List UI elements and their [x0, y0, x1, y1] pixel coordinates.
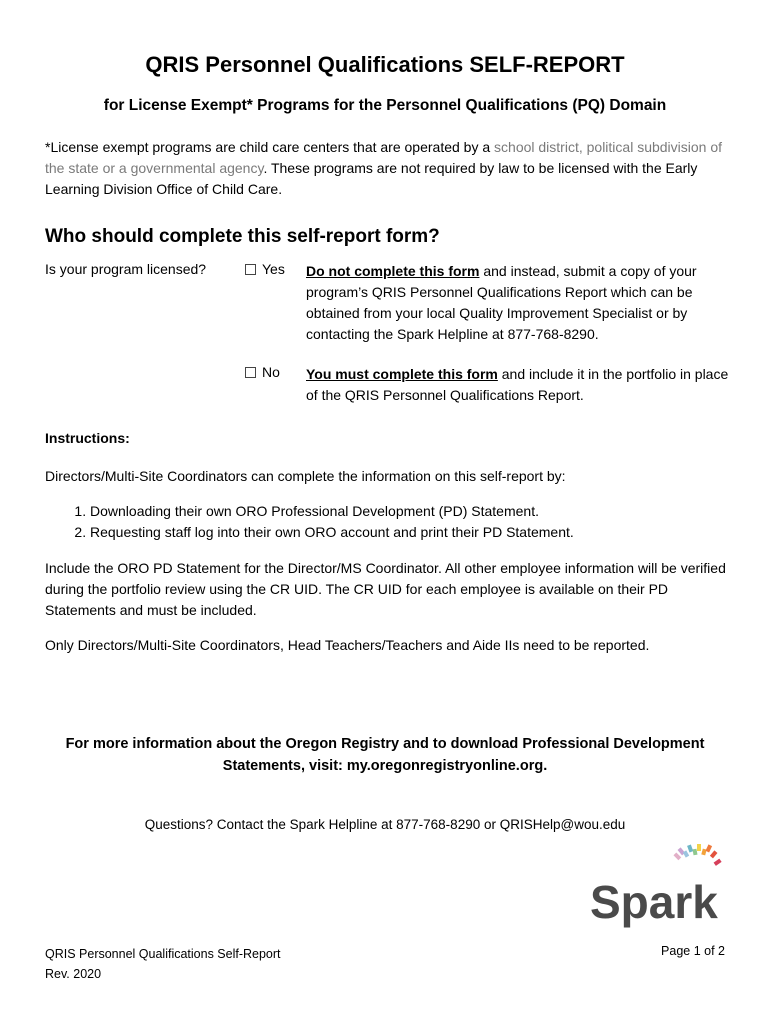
spark-logo-graphic	[588, 842, 728, 932]
option-no-description	[306, 364, 731, 406]
spark-ray	[693, 849, 698, 856]
instructions-lead: Directors/Multi-Site Coordinators can complete the information on this self-report by:	[45, 468, 566, 484]
instructions-steps	[45, 501, 740, 543]
option-yes-description	[306, 261, 731, 345]
yes-emphasis: Do not complete this form	[306, 263, 480, 279]
yes-checkbox[interactable]	[245, 264, 256, 275]
intro-highlight: school district, political subdivision of the state or a governmental agency	[45, 139, 723, 176]
spark-wordmark: Spark	[590, 876, 718, 928]
no-checkbox[interactable]	[245, 367, 256, 378]
step-item: 2. Requesting staff log into their own ORO account and print their PD Statement.	[90, 522, 740, 543]
footer-doc-name: QRIS Personnel Qualifications Self-Report	[45, 947, 281, 961]
spark-logo	[588, 842, 728, 932]
section-heading-who: Who should complete this self-report form?	[45, 226, 440, 247]
no-label: No	[262, 364, 280, 380]
intro-paragraph	[45, 137, 735, 200]
footer-page-number: Page 1 of 2	[661, 944, 725, 958]
spark-ray	[710, 850, 718, 858]
instructions-para-2: Only Directors/Multi-Site Coordinators, Head Teachers/Teachers and Aide IIs need to be reported.	[45, 637, 650, 653]
page-title: QRIS Personnel Qualifications SELF-REPORT	[145, 52, 625, 77]
questions-contact: Questions? Contact the Spark Helpline at 877-768-8290 or QRISHelp@wou.edu	[144, 817, 626, 832]
intro-text-2: . These programs are not required by law to be licensed with the Early Learning Division Office of Child Care.	[45, 160, 698, 197]
page-subtitle: for License Exempt* Programs for the Personnel Qualifications (PQ) Domain	[103, 97, 667, 114]
spark-ray	[687, 844, 693, 852]
no-emphasis: You must complete this form	[306, 366, 498, 382]
footer-revision: Rev. 2020	[45, 967, 102, 981]
step-item: 1. Downloading their own ORO Professional Development (PD) Statement.	[90, 501, 740, 522]
intro-text-1: *License exempt programs are child care centers that are operated by a	[45, 139, 495, 155]
instructions-para-1: Include the ORO PD Statement for the Director/MS Coordinator. All other employee information will be verified during the portfolio review using the CR UID. The CR UID for each employee is available on their PD Statements and must be included.	[45, 560, 726, 618]
yes-label: Yes	[262, 261, 285, 277]
spark-ray	[714, 859, 722, 866]
no-text: and include it in the portfolio in place of the QRIS Personnel Qualifications Report.	[306, 366, 729, 403]
yes-text: and instead, submit a copy of your program’s QRIS Personnel Qualifications Report which can be obtained from your local Quality Improvement Specialist or by contacting the Spark Helpline at 877-768-8290.	[306, 263, 697, 342]
spark-ray	[673, 852, 681, 860]
footer-left	[45, 944, 281, 984]
more-info: For more information about the Oregon Registry and to download Professional Development Statements, visit: my.oregonregistryonline.org.	[65, 736, 705, 774]
spark-ray	[705, 844, 712, 852]
spark-ray	[697, 844, 701, 851]
option-yes[interactable]	[245, 261, 285, 277]
option-no[interactable]	[245, 364, 280, 380]
spark-ray	[701, 849, 706, 856]
instructions-heading: Instructions:	[45, 430, 130, 446]
licensed-question: Is your program licensed?	[45, 261, 207, 277]
